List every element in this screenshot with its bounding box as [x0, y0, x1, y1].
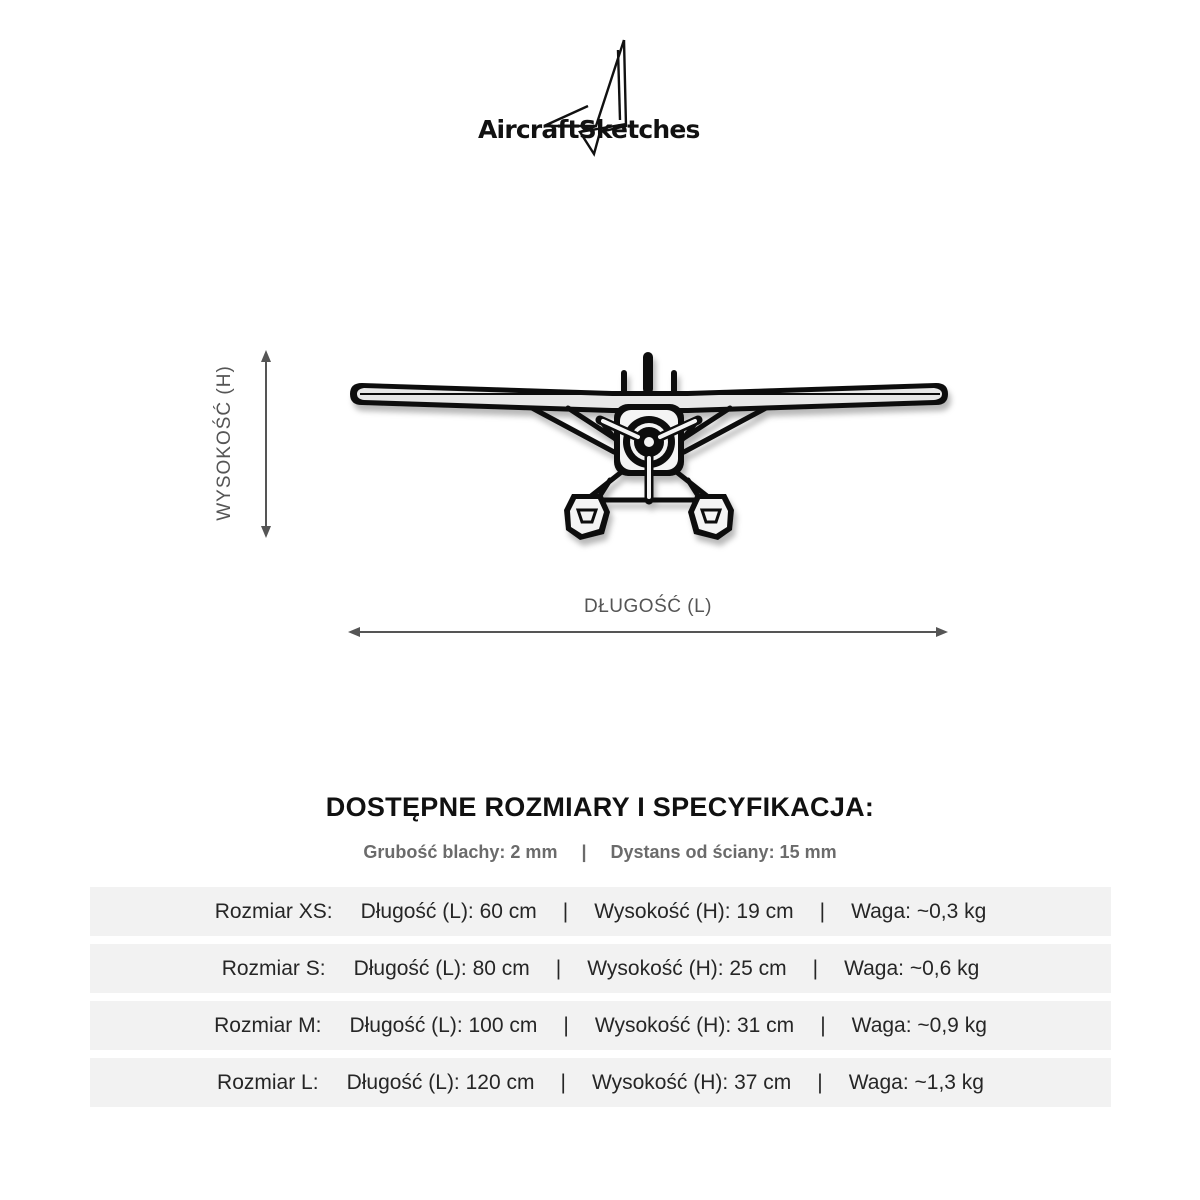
- size-row-m: [90, 1001, 1111, 1050]
- separator: |: [555, 956, 562, 980]
- size-name: Rozmiar XS:: [214, 899, 333, 923]
- specs-title: DOSTĘPNE ROZMIARY I SPECYFIKACJA:: [325, 792, 875, 822]
- size-height: Wysokość (H): 31 cm: [594, 1013, 795, 1037]
- size-weight: Waga: ~0,3 kg: [851, 899, 987, 923]
- size-row-l: [90, 1058, 1111, 1107]
- aircraft-silhouette: [350, 352, 948, 540]
- separator: |: [563, 1013, 569, 1037]
- separator: |: [819, 899, 826, 923]
- size-height: Wysokość (H): 19 cm: [594, 899, 794, 923]
- size-row-xs: [90, 887, 1111, 936]
- separator: |: [581, 842, 587, 862]
- size-name: Rozmiar S:: [221, 956, 326, 980]
- separator: |: [820, 1013, 826, 1037]
- size-length: Długość (L): 80 cm: [353, 956, 530, 980]
- length-arrow: [348, 627, 948, 637]
- height-dimension-label: WYSOKOŚĆ (H): [214, 365, 235, 521]
- size-name: Rozmiar M:: [214, 1013, 322, 1037]
- size-height: Wysokość (H): 25 cm: [587, 956, 787, 980]
- separator: |: [560, 1070, 566, 1094]
- size-row-s: [90, 944, 1111, 993]
- wall-distance: Dystans od ściany: 15 mm: [610, 842, 837, 862]
- size-table: [90, 887, 1111, 1115]
- size-length: Długość (L): 120 cm: [346, 1070, 535, 1094]
- separator: |: [562, 899, 569, 923]
- separator: |: [812, 956, 819, 980]
- sheet-thickness: Grubość blachy: 2 mm: [363, 842, 558, 862]
- specs-summary: [0, 842, 1200, 863]
- size-weight: Waga: ~0,9 kg: [851, 1013, 987, 1037]
- size-length: Długość (L): 60 cm: [360, 899, 537, 923]
- height-arrow: [261, 350, 271, 538]
- size-name: Rozmiar L:: [217, 1070, 319, 1094]
- length-dimension-label: DŁUGOŚĆ (L): [584, 596, 712, 617]
- brand-wordmark: AircraftSketches: [478, 115, 700, 144]
- separator: |: [817, 1070, 823, 1094]
- size-height: Wysokość (H): 37 cm: [591, 1070, 792, 1094]
- size-length: Długość (L): 100 cm: [349, 1013, 538, 1037]
- size-weight: Waga: ~1,3 kg: [848, 1070, 984, 1094]
- size-weight: Waga: ~0,6 kg: [844, 956, 980, 980]
